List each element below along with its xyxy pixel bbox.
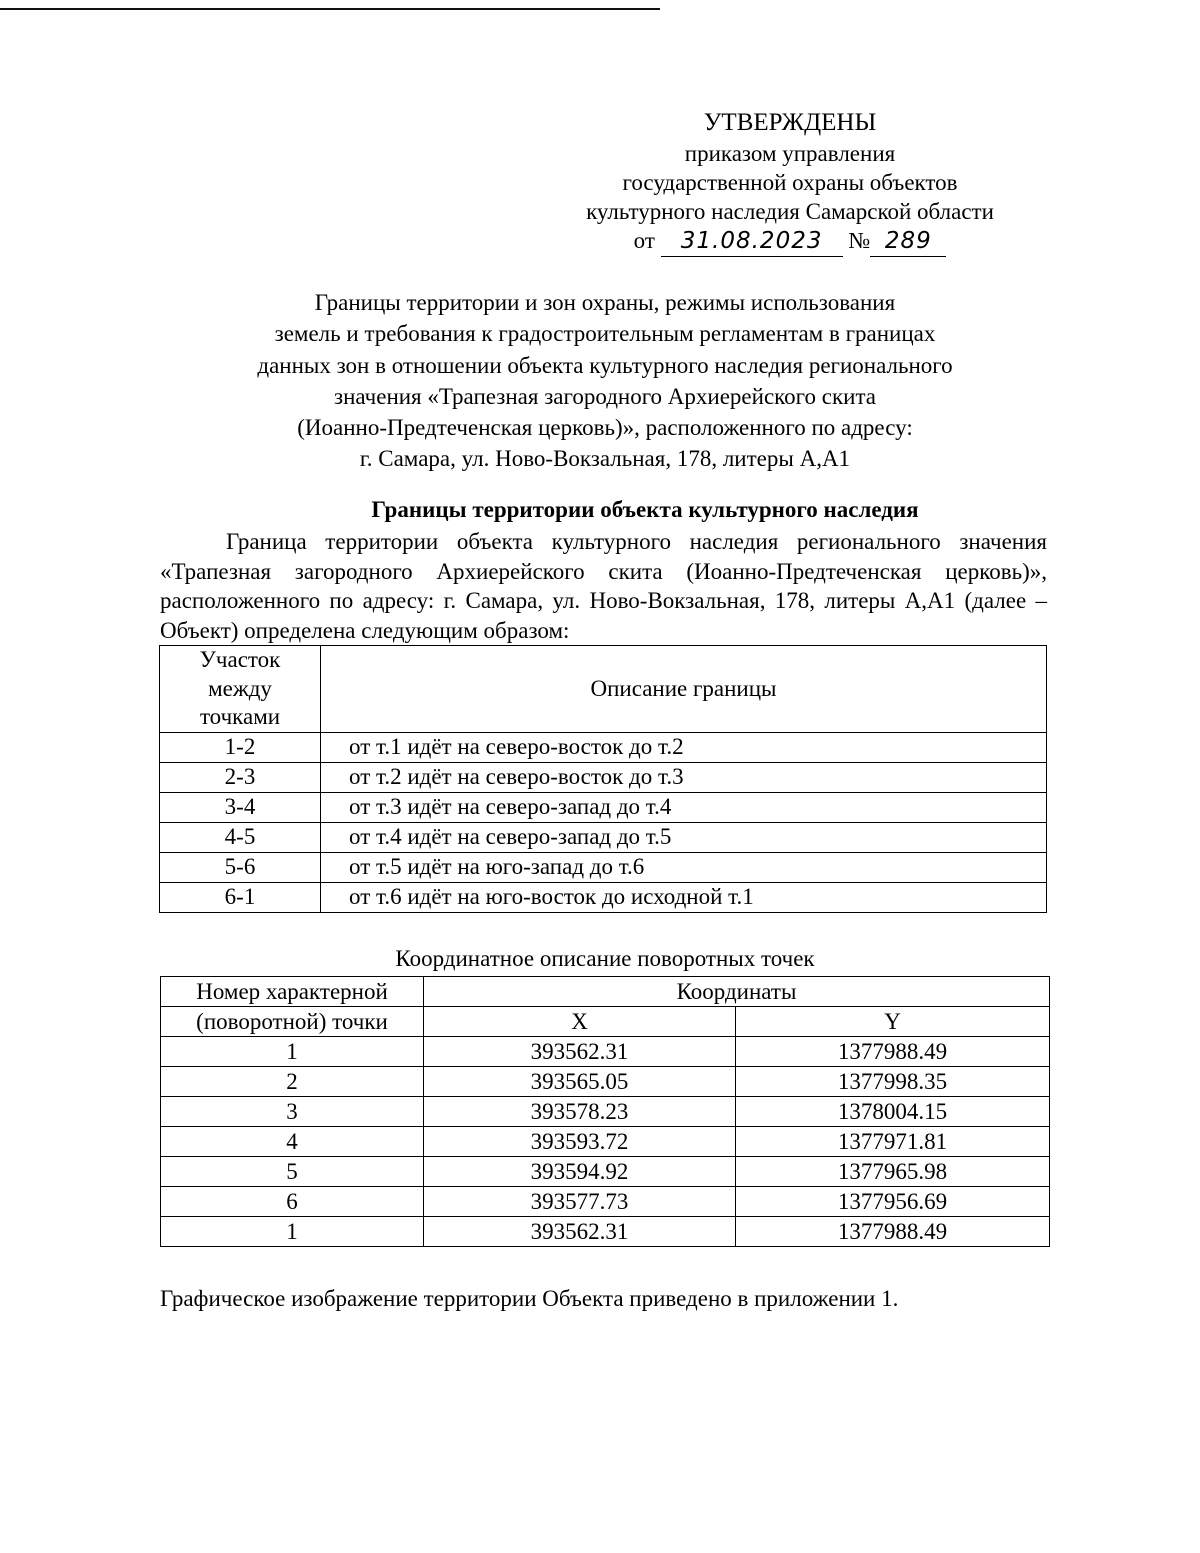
title-line: г. Самара, ул. Ново-Вокзальная, 178, литеры А,А1: [359, 446, 851, 472]
table-row: [161, 1187, 1050, 1217]
y-cell: 1377956.69: [736, 1187, 1050, 1217]
segment-cell: 6-1: [160, 882, 321, 912]
title-line: данных зон в отношении объекта культурного наследия регионального: [257, 352, 953, 378]
header-segment-line: между: [208, 675, 272, 701]
description-cell: от т.3 идёт на северо-запад до т.4: [321, 792, 1047, 822]
boundary-table: [159, 645, 1047, 913]
x-cell: 393593.72: [424, 1127, 736, 1157]
segment-cell: 2-3: [160, 762, 321, 792]
coordinates-caption: Координатное описание поворотных точек: [395, 946, 815, 971]
segment-cell: 5-6: [160, 852, 321, 882]
table-row: [160, 762, 1047, 792]
description-cell: от т.6 идёт на юго-восток до исходной т.1: [321, 882, 1047, 912]
header-segment-line: точками: [199, 704, 281, 729]
segment-cell: 1-2: [160, 732, 321, 762]
table-row: [160, 822, 1047, 852]
footer-note: Графическое изображение территории Объекта приведено в приложении 1.: [160, 1286, 899, 1311]
date-prefix: от: [633, 228, 655, 253]
title-line: земель и требования к градостроительным регламентам в границах: [274, 321, 936, 347]
header-point-line: (поворотной) точки: [161, 1007, 424, 1037]
description-cell: от т.4 идёт на северо-запад до т.5: [321, 822, 1047, 852]
x-cell: 393578.23: [424, 1097, 736, 1127]
point-cell: 2: [161, 1067, 424, 1097]
approval-line-3: культурного наследия Самарской области: [586, 199, 994, 224]
approval-line-1: приказом управления: [684, 141, 896, 166]
x-cell: 393577.73: [424, 1187, 736, 1217]
table-row: [161, 1097, 1050, 1127]
title-line: (Иоанно-Предтеченская церковь)», расположенного по адресу:: [297, 415, 913, 441]
title-line: Границы территории и зон охраны, режимы использования: [314, 290, 896, 315]
header-coordinates: Координаты: [424, 977, 1050, 1007]
coordinates-table: [160, 976, 1050, 1247]
table-row: [161, 1157, 1050, 1187]
document-title: [160, 287, 1050, 475]
table-row: [160, 792, 1047, 822]
description-cell: от т.2 идёт на северо-восток до т.3: [321, 762, 1047, 792]
segment-cell: 3-4: [160, 792, 321, 822]
header-x: X: [424, 1007, 736, 1037]
scan-top-rule: [0, 8, 660, 10]
table-row: [161, 1037, 1050, 1067]
coordinates-subheader-row: [161, 1007, 1050, 1037]
table-row: [160, 732, 1047, 762]
x-cell: 393594.92: [424, 1157, 736, 1187]
point-cell: 4: [161, 1127, 424, 1157]
y-cell: 1377971.81: [736, 1127, 1050, 1157]
table-row: [160, 852, 1047, 882]
number-prefix: №: [848, 228, 871, 253]
table-row: [161, 1067, 1050, 1097]
point-cell: 1: [161, 1217, 424, 1247]
segment-cell: 4-5: [160, 822, 321, 852]
y-cell: 1378004.15: [736, 1097, 1050, 1127]
point-cell: 5: [161, 1157, 424, 1187]
description-cell: от т.1 идёт на северо-восток до т.2: [321, 732, 1047, 762]
y-cell: 1377988.49: [736, 1037, 1050, 1067]
boundary-table-header: [160, 646, 1047, 733]
x-cell: 393565.05: [424, 1067, 736, 1097]
approval-date-line: [540, 226, 1040, 257]
table-row: [160, 882, 1047, 912]
description-cell: от т.5 идёт на юго-запад до т.6: [321, 852, 1047, 882]
coordinates-header-row: [161, 977, 1050, 1007]
x-cell: 393562.31: [424, 1217, 736, 1247]
handwritten-date: 31.08.2023: [661, 227, 843, 257]
point-cell: 3: [161, 1097, 424, 1127]
point-cell: 1: [161, 1037, 424, 1067]
approval-heading: УТВЕРЖДЕНЫ: [703, 109, 877, 136]
header-segment-line: Участок: [199, 647, 281, 672]
y-cell: 1377998.35: [736, 1067, 1050, 1097]
table-row: [161, 1127, 1050, 1157]
header-segment: [160, 646, 321, 733]
title-line: значения «Трапезная загородного Архиерейского скита: [333, 383, 877, 409]
section-paragraph: Граница территории объекта культурного наследия регионального значения «Трапезная загородного Архиерейского скита (Иоанно-Предтеченская церковь)», расположенного по адресу: г. Самара, ул. Ново-Вокзальная, 178, литеры А,А1 (далее – Объект) определена следующим образом:: [160, 529, 1047, 643]
handwritten-number: 289: [870, 227, 946, 257]
y-cell: 1377965.98: [736, 1157, 1050, 1187]
approval-line-2: государственной охраны объектов: [622, 170, 958, 195]
table-row: [161, 1217, 1050, 1247]
section-heading: Границы территории объекта культурного наследия: [371, 497, 919, 522]
point-cell: 6: [161, 1187, 424, 1217]
header-point-line: Номер характерной: [161, 977, 424, 1007]
header-y: Y: [736, 1007, 1050, 1037]
header-description: Описание границы: [321, 646, 1047, 733]
y-cell: 1377988.49: [736, 1217, 1050, 1247]
approval-block: [540, 108, 1040, 257]
x-cell: 393562.31: [424, 1037, 736, 1067]
